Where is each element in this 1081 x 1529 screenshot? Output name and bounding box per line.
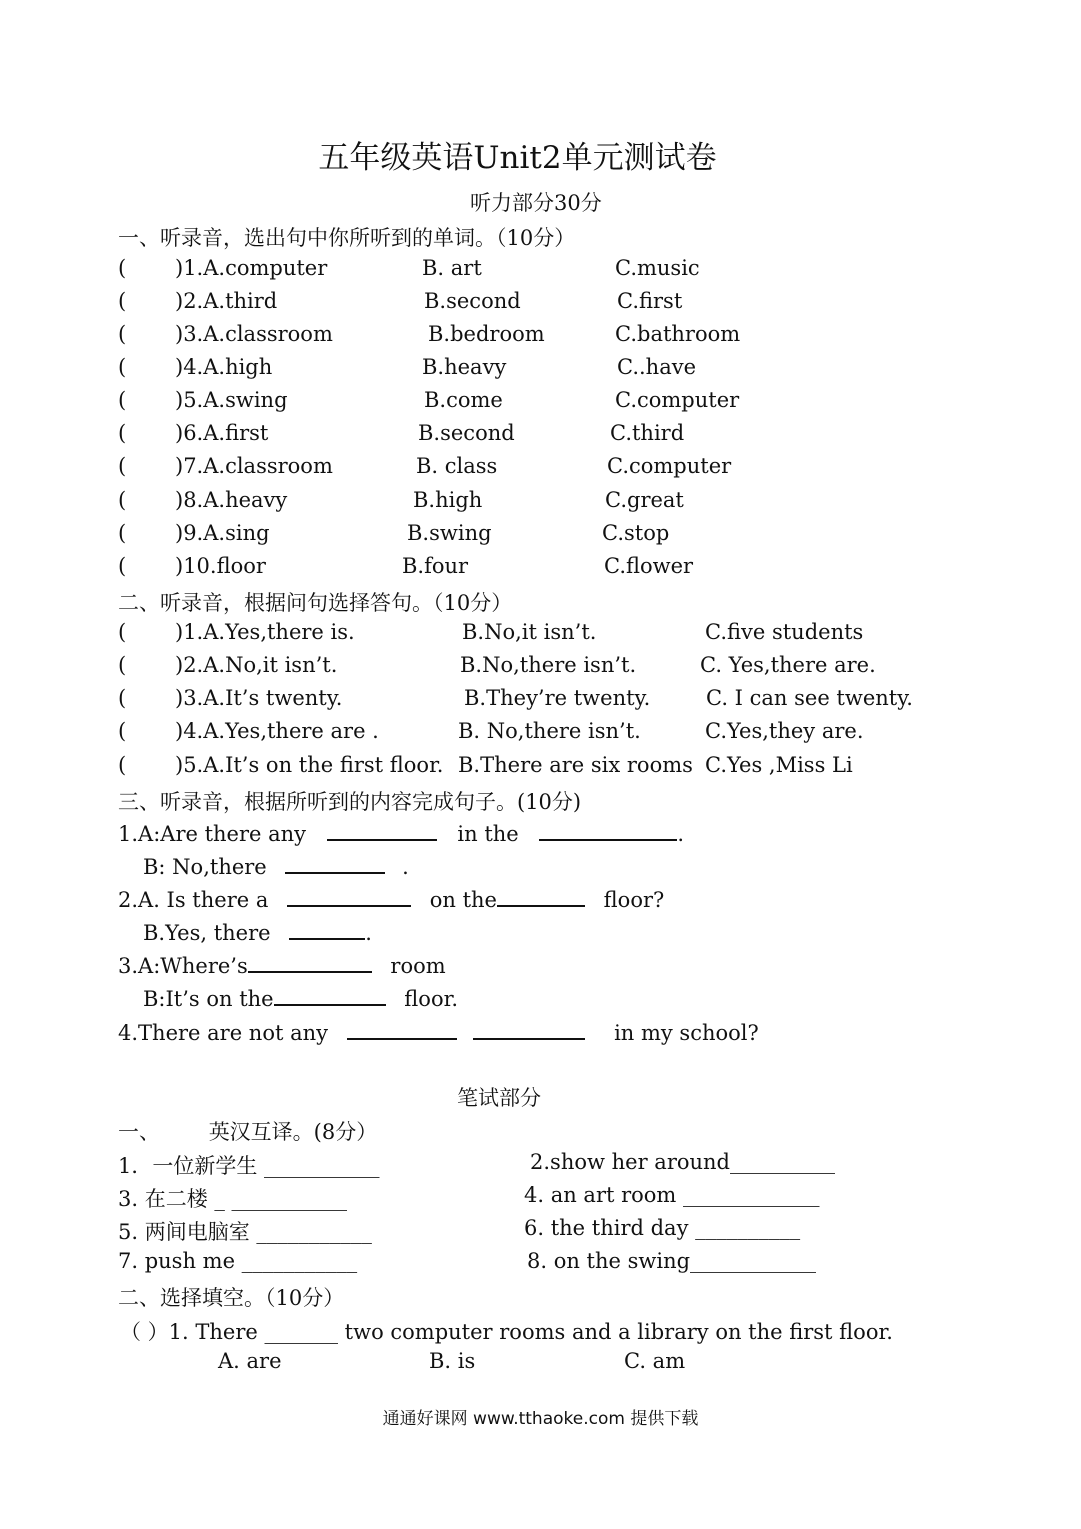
option-b: B. art [422, 256, 482, 280]
option-c: C.music [615, 256, 700, 280]
answer-blank[interactable] [274, 984, 386, 1006]
option-c: C. I can see twenty. [706, 686, 913, 710]
answer-blank[interactable] [539, 819, 677, 841]
option-a: )4.A.high [175, 355, 273, 379]
option-c: C. Yes,there are. [700, 653, 876, 677]
answer-blank[interactable] [285, 852, 385, 874]
option-b: B.second [418, 421, 515, 445]
translation-item: 5. 两间电脑室 ___________ [118, 1220, 372, 1244]
fill-line-4 [143, 918, 372, 945]
fill-text: . [677, 822, 685, 846]
answer-blank[interactable] [248, 951, 372, 973]
fill-text: 3.A:Where’s [118, 954, 248, 978]
answer-paren: ( [118, 355, 127, 379]
listening-section-heading: 听力部分30分 [470, 191, 602, 215]
option-a: )7.A.classroom [175, 454, 333, 478]
option-a: )1.A.computer [175, 256, 328, 280]
option-b: B.high [413, 488, 483, 512]
option-c: C.computer [607, 454, 732, 478]
fill-text: in my school? [614, 1021, 759, 1045]
option-c: C.third [610, 421, 685, 445]
translation-item: 6. the third day __________ [524, 1216, 801, 1240]
fill-line-5 [118, 951, 446, 978]
option-c: C.first [617, 289, 683, 313]
answer-paren: ( [118, 753, 127, 777]
fill-text: in the [457, 822, 519, 846]
answer-blank[interactable] [497, 885, 585, 907]
written-section-heading: 笔试部分 [457, 1086, 541, 1110]
option-a: )2.A.No,it isn’t. [175, 653, 338, 677]
fill-line-7 [118, 1018, 759, 1045]
answer-paren: ( [118, 686, 127, 710]
option-a: )4.A.Yes,there are . [175, 719, 379, 743]
option-b: B.bedroom [428, 322, 545, 346]
answer-paren: ( [118, 521, 127, 545]
option-c: C.flower [604, 554, 694, 578]
option-b: B.No,there isn’t. [460, 653, 637, 677]
translation-item: 8. on the swing____________ [527, 1249, 817, 1273]
heading-number: 一、 [118, 1120, 160, 1144]
option-a: )6.A.first [175, 421, 269, 445]
option-a: )10.floor [175, 554, 266, 578]
fill-text: room [390, 954, 446, 978]
fill-line-6 [143, 984, 458, 1011]
fill-text: on the [429, 888, 497, 912]
option-a: )9.A.sing [175, 521, 270, 545]
option-a: )3.A.It’s twenty. [175, 686, 343, 710]
translation-item: 3. 在二楼 _ ___________ [118, 1187, 348, 1211]
fill-text: B: No,there [143, 855, 267, 879]
option-b: B.come [424, 388, 503, 412]
option-b: B.four [402, 554, 469, 578]
answer-paren: ( [118, 620, 127, 644]
option-a: )2.A.third [175, 289, 278, 313]
translation-item: 4. an art room _____________ [524, 1183, 820, 1207]
listening-part3-heading: 三、听录音，根据所听到的内容完成句子。(10分) [118, 790, 582, 814]
written-part1-heading [118, 1116, 377, 1146]
translation-item: 1．一位新学生 ___________ [118, 1154, 380, 1178]
answer-paren: ( [118, 256, 127, 280]
fill-text: . [365, 921, 372, 945]
answer-blank[interactable] [287, 885, 411, 907]
answer-paren: ( [118, 454, 127, 478]
answer-paren: ( [118, 488, 127, 512]
option-c: C.Yes ,Miss Li [705, 753, 853, 777]
option-b: B.swing [407, 521, 492, 545]
footer-source: 通通好课网 www.tthaoke.com 提供下载 [382, 1409, 699, 1429]
written-part2-heading: 二、选择填空。（10分） [118, 1286, 345, 1310]
answer-paren: ( [118, 388, 127, 412]
option-b: B.There are six rooms [458, 753, 693, 777]
option-a: )5.A.swing [175, 388, 288, 412]
translation-item: 2.show her around__________ [530, 1150, 835, 1174]
option-c: C.computer [615, 388, 740, 412]
answer-paren: ( [118, 554, 127, 578]
choice-option-b: B. is [429, 1349, 476, 1373]
option-b: B.They’re twenty. [464, 686, 651, 710]
option-a: )1.A.Yes,there is. [175, 620, 355, 644]
option-c: C.stop [602, 521, 670, 545]
fill-text: floor. [404, 987, 458, 1011]
option-c: C.Yes,they are. [705, 719, 864, 743]
option-c: C.great [605, 488, 684, 512]
fill-text: floor? [603, 888, 665, 912]
fill-text: B.Yes, there [143, 921, 271, 945]
option-c: C..have [617, 355, 697, 379]
option-a: )8.A.heavy [175, 488, 288, 512]
option-b: B. No,there isn’t. [458, 719, 641, 743]
answer-blank[interactable] [473, 1018, 585, 1040]
option-b: B. class [416, 454, 498, 478]
fill-line-2 [143, 852, 409, 879]
answer-paren: ( [118, 719, 127, 743]
fill-text: 1.A:Are there any [118, 822, 307, 846]
fill-text: . [402, 855, 409, 879]
choice-option-a: A. are [218, 1349, 282, 1373]
answer-blank[interactable] [347, 1018, 457, 1040]
fill-line-3 [118, 885, 664, 912]
fill-text: B:It’s on the [143, 987, 274, 1011]
answer-blank[interactable] [327, 819, 437, 841]
option-c: C.five students [705, 620, 864, 644]
option-b: B.heavy [422, 355, 507, 379]
fill-line-1 [118, 819, 684, 846]
fill-text: 4.There are not any [118, 1021, 328, 1045]
option-a: )5.A.It’s on the first floor. [175, 753, 444, 777]
choice-question: （ ）1. There _______ two computer rooms and a library on the first floor. [120, 1320, 893, 1344]
heading-text: 英汉互译。(8分） [208, 1120, 378, 1144]
listening-part2-heading: 二、听录音，根据问句选择答句。（10分） [118, 591, 513, 615]
fill-text: 2.A. Is there a [118, 888, 269, 912]
choice-option-c: C. am [624, 1349, 686, 1373]
option-b: B.second [424, 289, 521, 313]
option-c: C.bathroom [615, 322, 741, 346]
translation-item: 7. push me ___________ [118, 1249, 358, 1273]
answer-paren: ( [118, 289, 127, 313]
answer-blank[interactable] [289, 918, 365, 940]
answer-paren: ( [118, 322, 127, 346]
answer-paren: ( [118, 421, 127, 445]
page-title: 五年级英语Unit2单元测试卷 [318, 140, 717, 176]
listening-part1-heading: 一、听录音，选出句中你所听到的单词。（10分） [118, 226, 576, 250]
option-b: B.No,it isn’t. [462, 620, 597, 644]
answer-paren: ( [118, 653, 127, 677]
option-a: )3.A.classroom [175, 322, 333, 346]
